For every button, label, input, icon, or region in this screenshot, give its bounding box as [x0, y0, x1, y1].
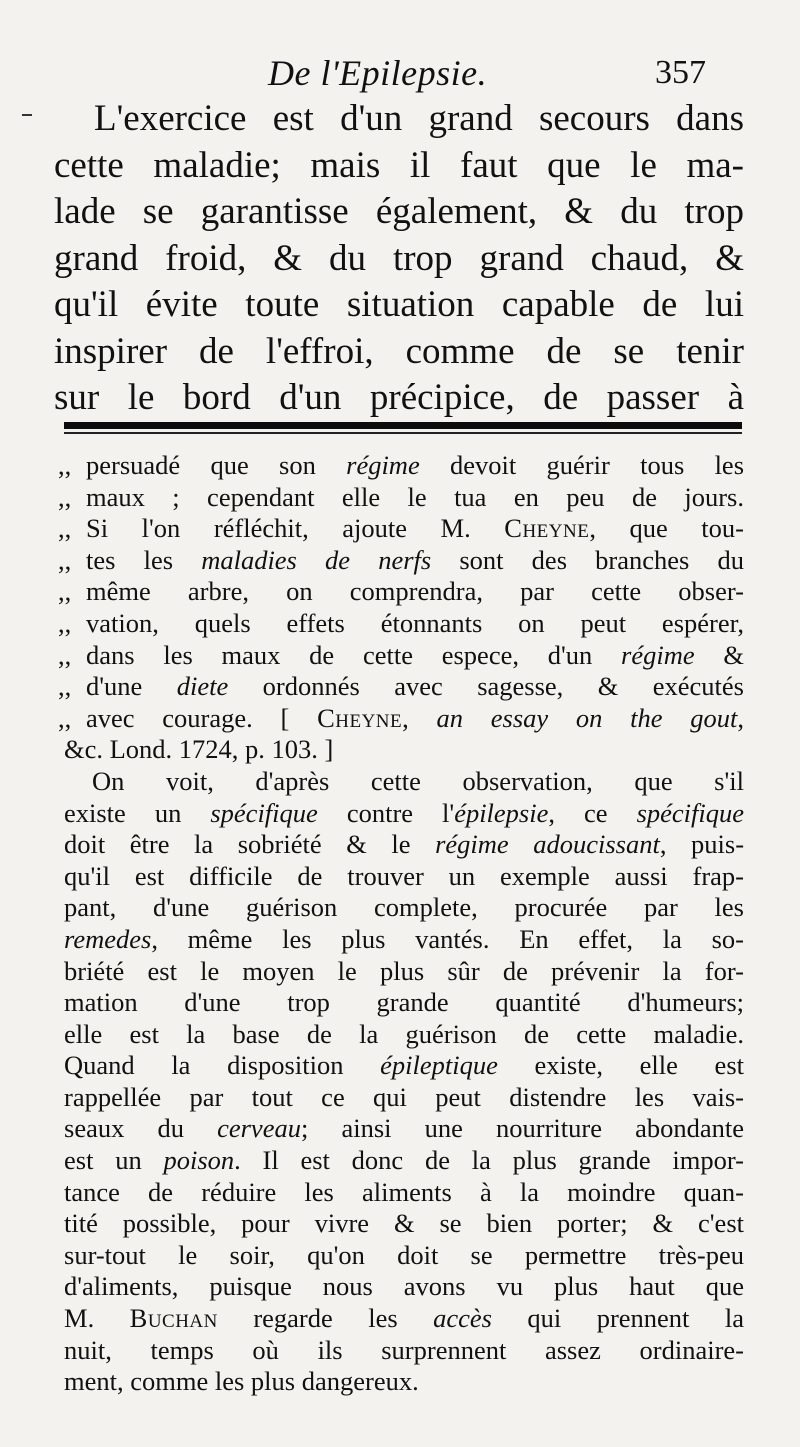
text-line: ,, avec courage. [ Cheyne, an essay on the gout, — [58, 702, 744, 733]
text-line: elle est la base de la guérison de cette maladie. — [64, 1018, 744, 1049]
text-line: &c. Lond. 1724, p. 103. ] — [64, 734, 334, 765]
text-line: ,, dans les maux de cette espece, d'un régime & — [58, 639, 744, 670]
text-line: ,, persuadé que son régime devoit guérir tous les — [58, 450, 745, 480]
text-line: sur le bord d'un précipice, de passer à — [54, 377, 744, 418]
text-line: sur-tout le soir, qu'on doit se permettre très-peu — [64, 1239, 744, 1270]
text-line: ,, d'une diete ordonnés avec sagesse, & exécutés — [58, 671, 744, 702]
text-line: mation d'une trop grande quantité d'humeurs; — [64, 987, 744, 1018]
quote-mark: ,, — [58, 607, 72, 638]
text-line: ,, tes les maladies de nerfs sont des branches du — [58, 544, 744, 575]
footnote-rule — [64, 422, 742, 429]
text-line: grand froid, & du trop grand chaud, & — [54, 237, 744, 279]
footnote-rule-thin — [64, 432, 742, 434]
text-line: ment, comme les plus dangereux. — [64, 1366, 419, 1397]
text-line: doit être la sobriété & le régime adoucissant, puis- — [64, 829, 745, 860]
margin-mark — [22, 114, 32, 116]
running-title: De l'Epilepsie. — [268, 53, 488, 93]
text-line: tance de réduire les aliments à la moindre quan- — [64, 1176, 744, 1207]
quote-mark: ,, — [58, 671, 72, 702]
quote-mark: ,, — [58, 639, 72, 670]
lower-text — [58, 450, 745, 1398]
page-header — [0, 52, 800, 102]
text-line: briété est le moyen le plus sûr de prévenir la for- — [64, 955, 744, 986]
text-line: seaux du cerveau; ainsi une nourriture abondante — [64, 1113, 744, 1144]
text-line: nuit, temps où ils surprennent assez ordinaire- — [64, 1334, 744, 1365]
text-line: tité possible, pour vivre & se bien porter; & c'est — [64, 1208, 744, 1239]
quote-mark: ,, — [58, 450, 72, 480]
quote-mark: ,, — [58, 513, 72, 544]
text-line: L'exercice est d'un grand secours dans — [94, 98, 744, 139]
quote-mark: ,, — [58, 576, 72, 607]
quote-mark: ,, — [58, 544, 72, 575]
text-line: qu'il est difficile de trouver un exemple aussi frap- — [64, 860, 744, 891]
text-line: inspirer de l'effroi, comme de se tenir — [54, 330, 744, 372]
text-line: ,, Si l'on réfléchit, ajoute M. Cheyne, que tou- — [58, 513, 744, 544]
text-line: lade se garantisse également, & du trop — [54, 191, 744, 232]
text-line: On voit, d'après cette observation, que s'il — [92, 765, 744, 796]
text-line: M. Buchan regarde les accès qui prennent la — [64, 1303, 744, 1334]
main-paragraph — [64, 766, 744, 1398]
text-line: est un poison. Il est donc de la plus grande impor- — [64, 1145, 744, 1176]
quote-mark: ,, — [58, 481, 72, 512]
text-line: cette maladie; mais il faut que le ma- — [54, 144, 744, 186]
quote-mark: ,, — [58, 702, 72, 733]
footnote-quote — [58, 450, 745, 766]
text-line: ,, même arbre, on comprendra, par cette obser- — [58, 576, 744, 607]
text-line: remedes, même les plus vantés. En effet, la so- — [64, 923, 744, 954]
upper-paragraph — [54, 96, 744, 422]
text-line: Quand la disposition épileptique existe, elle est — [64, 1050, 744, 1081]
text-line: qu'il évite toute situation capable de lui — [54, 284, 744, 325]
text-line: ,, maux ; cependant elle le tua en peu de jours. — [58, 481, 744, 512]
text-line: pant, d'une guérison complete, procurée par les — [64, 892, 744, 923]
page-number: 357 — [655, 54, 706, 91]
text-line: rappellée par tout ce qui peut distendre les vais- — [64, 1081, 744, 1112]
text-line: d'aliments, puisque nous avons vu plus haut que — [64, 1271, 744, 1302]
text-line: existe un spécifique contre l'épilepsie, ce spécifique — [64, 797, 744, 828]
text-line: ,, vation, quels effets étonnants on peut espérer, — [58, 607, 744, 638]
